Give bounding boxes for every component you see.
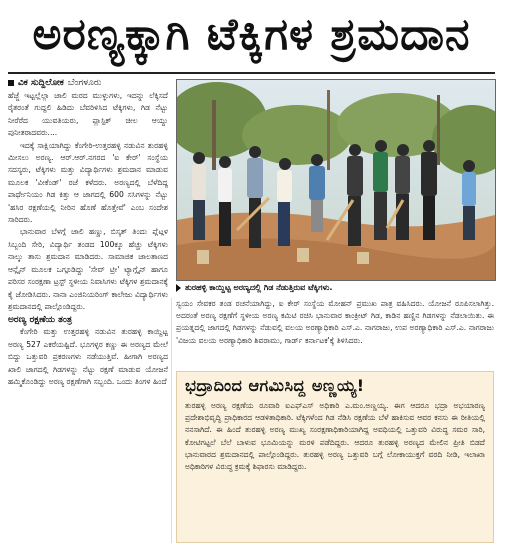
sidebar-box — [176, 371, 494, 543]
paragraph-intro: ಹೆಜ್ಜೆ ಇಟ್ಟಲ್ಲೆಲ್ಲಾ ಜಾಲಿ ಮರದ ಮುಳ್ಳುಗಳು, ಇದನ್ನು ಲೆಕ್ಕಿಸದೆ ರೈತರಂತೆ ಗುದ್ದಲಿ ಹಿಡಿದು ಬೆವರಿಳಿಸಿದ ಟೆಕ್ಕಿಗಳು, ಗಿಡ ನೆಟ್ಟು ನೀರೆರೆದ ಯುವತಿಯರು, ಪ್ಲಾಸ್ಟಿಕ್ ಚೀಲ ಆಯ್ದು ಪುನೀತರಾದವರು.... — [8, 91, 168, 138]
left-column — [8, 78, 168, 388]
bullet-square-icon — [8, 80, 14, 86]
right-column-text — [176, 298, 494, 347]
article-photo — [176, 79, 496, 281]
headline: ಅರಣ್ಯಕ್ಕಾಗಿ ಟೆಕ್ಕಿಗಳ ಶ್ರಮದಾನ — [32, 9, 471, 60]
sidebar-body: ತುರಹಳ್ಳಿ ಅರಣ್ಯ ರಕ್ಷಣೆಯ ರೂವಾರಿ ಐಎಫ್ಎಸ್ ಅಧಿಕಾರಿ ಎ.ಮಂ.ಅಣ್ಣಯ್ಯ. ಈಗ ಆದರೂ ಭದ್ರಾ ಅಭಯಾರಣ್ಯ ಪ್ರದೇಶಾಭಿವೃದ್ಧಿ ಪ್ರಾಧಿಕಾರದ ಆಡಳಿತಾಧಿಕಾರಿ. ಟೆಕ್ಕಿಗಳೆಂದ ಗಿಡ ನೆಡಿಸಿ ರಕ್ಷಣೆಯ ಬೆಳೆ ಹಾಕಿಸುವ ಆವರ ಕನಸು ಈ ರೀತಿಯಲ್ಲಿ ನನಸಾಗಿದೆ. ಈ ಹಿಂದೆ ತುರಹಳ್ಳಿ ಅರಣ್ಯ ಮುಖ್ಯ ಸಂರಕ್ಷಣಾಧಿಕಾರಿಯಾಗಿದ್ದ ಅವಧಿಯಲ್ಲಿ ಒತ್ತುವರಿ ವಿರುದ್ಧ ಸಮರ ಸಾರಿ, ಕೋಟಿಗಟ್ಟಲೆ ಬೆಲೆ ಬಾಳುವ ಭೂಮಿಯನ್ನು ಮರಳಿ ಪಡೆದಿದ್ದರು. ಆದರೂ ತುರಹಳ್ಳಿ ಅರಣ್ಯದ ಮೇಲಿನ ಪ್ರೀತಿ ಬಿಡದೆ ಭಾನುವಾರದ ಶ್ರಮದಾನದಲ್ಲಿ ಪಾಲ್ಗೊಂಡಿದ್ದರು. ತುರಹಳ್ಳಿ ಅರಣ್ಯ ಒತ್ತುವರಿ ಬಗ್ಗೆ ಲೋಕಾಯುಕ್ತಗೆ ವರದಿ ನೀಡಿ, ಇಲಾಖಾ ಅಧಿಕಾರಿಗಳ ವಿರುದ್ಧ ಕ್ರಮಕ್ಕೆ ಶಿಫಾರಸು ಮಾಡಿದ್ದರು. — [185, 401, 485, 472]
paragraph-forest-details: ಕೆಂಗೇರಿ ಮತ್ತು ಉತ್ತರಹಳ್ಳಿ ನಡುವಿನ ತುರಹಳ್ಳಿ ಕಾಯ್ದಿಟ್ಟ ಅರಣ್ಯ 527 ಎಕರೆಯಷ್ಟಿದೆ. ಭೂಗಳ್ಳರ ಕಣ್ಣು ಈ ಅರಣ್ಯದ ಮೇಲೆ ಬಿದ್ದು ಒತ್ತುವರಿ ಪ್ರಕರಣಗಳು ನಡೆಯುತ್ತಿವೆ. ಹೀಗಾಗಿ ಅರಣ್ಯದ ಖಾಲಿ ಜಾಗದಲ್ಲಿ ಗಿಡಗಳನ್ನು ನೆಟ್ಟು ರಕ್ಷಣೆ ಮಾಡುವ ಯೋಜನೆ ಹಮ್ಮಿಕೊಂಡಿದ್ದು ಅರಣ್ಯ ರಕ್ಷಣೆಗಾಗಿ ಸಬ್ಬಂದಿ. ಒಂದು ತಿಂಗಳ ಹಿಂದೆ — [8, 327, 168, 386]
byline-city: ಬೆಂಗಳೂರು — [67, 78, 102, 88]
paragraph-officials: ಸ್ವಯಂ ಸೇವಕರ ತಂಡ ರಚನೆಯಾಗಿದ್ದು, ಐ ಕೇರ್ ಸಂಸ್ಥೆಯ ಮೋಹನ್ ಪ್ರಮುಖ ಪಾತ್ರ ವಹಿಸಿದರು. ಯೋಜನೆ ರೂಪಿಸಲಾಗಿತ್ತು. ಅದರಂತೆ ಅರಣ್ಯ ರಕ್ಷಣೆಗೆ ಸ್ಥಳೀಯ ಅರಣ್ಯ ಕಮಿಟಿ ರಚಿಸಿ ಭಾನುವಾರ ಕಾಂಕ್ರೀಟ್ ಗಿಡ, ಕಾಡಿನ ಹಣ್ಣಿನ ಗಿಡಗಳನ್ನು ನೆಡಲಾಯಿತು. ಈ ಪ್ರಯತ್ನದಲ್ಲಿ ಜಾಗದಲ್ಲಿ ಗಿಡಗಳನ್ನು ನೆಡುವಲ್ಲಿ ವಲಯ ಅರಣ್ಯಾಧಿಕಾರಿ ಎಸ್.ಎ. ನಾಗರಾಜು, ಉಪ ಅರಣ್ಯಾಧಿಕಾರಿ ಎಸ್.ಎ. ನಾಗರಾಜು 'ವಿಜಯ ವಲಯ ಅರಣ್ಯಾಧಿಕಾರಿ ಶಿವರಾಮು, ಗಾರ್ಡ್ ಕರ್ನಾಟಕ'ಕ್ಕೆ ತಿಳಿಸಿದರು. — [176, 299, 494, 345]
paragraph-event: ಇದಕ್ಕೆ ಸಾಕ್ಷಿಯಾಗಿದ್ದು ಕೆಂಗೇರಿ-ಉತ್ತರಹಳ್ಳಿ ನಡುವಿನ ತುರಹಳ್ಳಿ ಮೀಸಲು ಅರಣ್ಯ. ಆರ್.ಆರ್.ನಗರದ 'ಐ ಕೇರ್' ಸಂಸ್ಥೆಯ ಸದಸ್ಯರು, ಟೆಕ್ಕಿಗಳು ಮತ್ತು ವಿದ್ಯಾರ್ಥಿಗಳು ಶ್ರಮದಾನ ಮಾಡುವ ಮೂಲಕ 'ವೀಕೆಂಡ್' ರಜೆ ಕಳೆದರು. ಅರಣ್ಯದಲ್ಲಿ ಬೆಳೆದಿದ್ದ ಪಾರ್ಥೇನಿಯಂ ಗಿಡ ಕಿತ್ತು ಆ ಜಾಗದಲ್ಲಿ 600 ಸಸಿಗಳನ್ನು ನೆಟ್ಟು 'ಹಸಿರ ರಕ್ಷಣೆಯಲ್ಲಿ ನೀರಿನ ಹೊಣೆ ಹೊತ್ತೇವೆ' ಎಂಬ ಸಂದೇಶ ಸಾರಿದರು. — [8, 140, 168, 225]
caption-text: ತುರಹಳ್ಳಿ ಕಾಯ್ದಿಟ್ಟ ಅರಣ್ಯದಲ್ಲಿ ಗಿಡ ನೆಡುತ್ತಿರುವ ಟೆಕ್ಕಿಗಳು. — [185, 283, 333, 292]
headline-rule — [8, 72, 495, 74]
sidebar-title: ಭದ್ರಾದಿಂದ ಆಗಮಿಸಿದ್ದ ಅಣ್ಣಯ್ಯ! — [185, 376, 365, 395]
subheading-forest-protection: ಅರಣ್ಯ ರಕ್ಷಣೆಯ ತಂತ್ರ — [8, 315, 73, 326]
paragraph-volunteers: ಭಾನುವಾರ ಬೆಳಗ್ಗೆ ಜಾಲಿ ಹಣ್ಣು, ಬಿಸ್ಕತ್ ತಿಂದು ಪ್ಲೆಟ್ಗಳ ಸಿಬ್ಬಂದಿ ಸೇರಿ, ವಿದ್ಯಾರ್ಥಿ ತಂಡದ 100ಕ್ಕೂ ಹೆಚ್ಚು ಟೆಕ್ಕಿಗಳು ನಾಲ್ಕು ತಾಸು ಶ್ರಮದಾನ ಮಾಡಿದರು. ಸಾಮಾಜಿಕ ಜಾಲತಾಣದ ಆನ್ಲೈನ್ ಮೂಲಕ ಒಗ್ಗೂಡಿದ್ದು 'ಸೇವ್ ಟ್ರೀ' ಟ್ಯಾಗ್ಲೈನ್ ಹಾಗೂ ಪರಿಸರ ಸಂರಕ್ಷಣಾ ಟ್ರಸ್ಟ್ ಸ್ಥಳೀಯ ನಿವಾಸಿಗಳು ಟೆಕ್ಕಿಗಳ ಶ್ರಮದಾನಕ್ಕೆ ಕೈ ಜೋಡಿಸಿದರು. ನಾನಾ ಎಂಜಿನಿಯರಿಂಗ್ ಕಾಲೇಜು ವಿದ್ಯಾರ್ಥಿಗಳು ಶ್ರಮದಾನದಲ್ಲಿ ಪಾಲ್ಗೊಂಡಿದ್ದರು. — [8, 227, 168, 311]
byline — [8, 78, 168, 88]
caption-arrow-icon — [176, 284, 181, 292]
column-divider — [171, 298, 172, 543]
byline-bureau: ವಿಕ ಸುದ್ದಿಲೋಕ — [18, 78, 64, 88]
photo-caption — [176, 283, 494, 293]
